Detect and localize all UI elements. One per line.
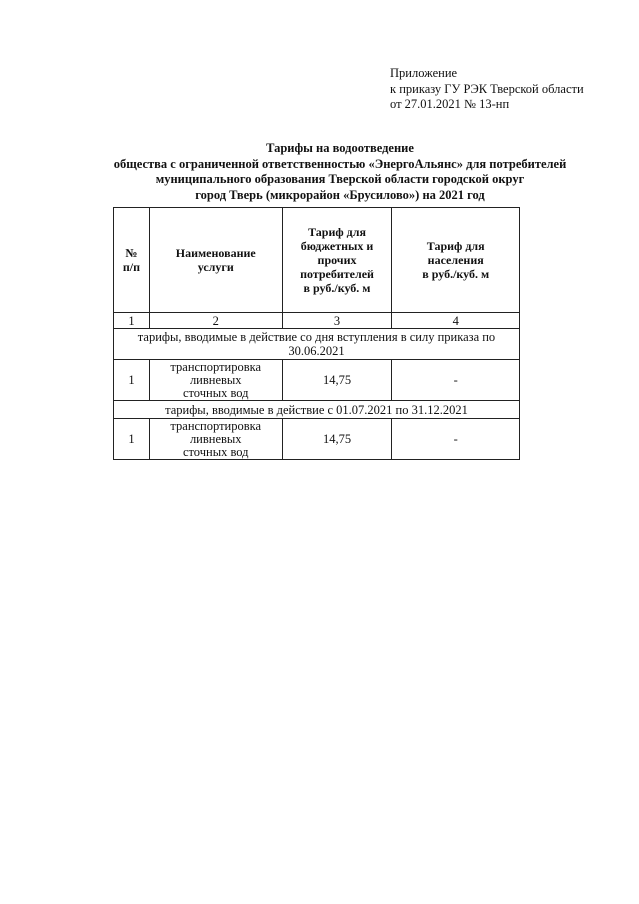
appendix-title: Приложение bbox=[390, 66, 458, 80]
header-service-name: Наименование услуги bbox=[149, 208, 282, 313]
column-number: 4 bbox=[392, 313, 520, 329]
appendix-order-ref: к приказу ГУ РЭК Тверской области bbox=[390, 81, 584, 96]
tariff-population-value: - bbox=[392, 419, 520, 460]
header-number: № п/п bbox=[114, 208, 150, 313]
document-title bbox=[100, 141, 580, 203]
row-number: 1 bbox=[114, 419, 150, 460]
column-number: 2 bbox=[149, 313, 282, 329]
period-row bbox=[114, 329, 520, 360]
tariff-other-value: 14,75 bbox=[282, 360, 392, 401]
title-line-1: Тарифы на водоотведение bbox=[266, 141, 414, 155]
column-number: 1 bbox=[114, 313, 150, 329]
row-number: 1 bbox=[114, 360, 150, 401]
table-header-row bbox=[114, 208, 520, 313]
service-name: транспортировка ливневых сточных вод bbox=[149, 419, 282, 460]
header-tariff-population: Тариф для населения в руб./куб. м bbox=[392, 208, 520, 313]
column-number-row bbox=[114, 313, 520, 329]
table-row bbox=[114, 419, 520, 460]
service-name: транспортировка ливневых сточных вод bbox=[149, 360, 282, 401]
tariff-population-value: - bbox=[392, 360, 520, 401]
title-line-4: город Тверь (микрорайон «Брусилово») на 2021 год bbox=[195, 187, 485, 202]
appendix-order-date: от 27.01.2021 № 13-нп bbox=[390, 97, 510, 111]
period-label: тарифы, вводимые в действие с 01.07.2021 по 31.12.2021 bbox=[114, 401, 520, 419]
period-label: тарифы, вводимые в действие со дня вступления в силу приказа по 30.06.2021 bbox=[114, 329, 520, 360]
header-tariff-other: Тариф для бюджетных и прочих потребителей в руб./куб. м bbox=[282, 208, 392, 313]
title-line-2: общества с ограниченной ответственностью «ЭнергоАльянс» для потребителей bbox=[113, 156, 567, 171]
table-row bbox=[114, 360, 520, 401]
tariff-table bbox=[113, 207, 520, 460]
period-row bbox=[114, 401, 520, 419]
tariff-other-value: 14,75 bbox=[282, 419, 392, 460]
column-number: 3 bbox=[282, 313, 392, 329]
title-line-3: муниципального образования Тверской области городской округ bbox=[155, 172, 525, 186]
appendix-header bbox=[390, 66, 584, 113]
